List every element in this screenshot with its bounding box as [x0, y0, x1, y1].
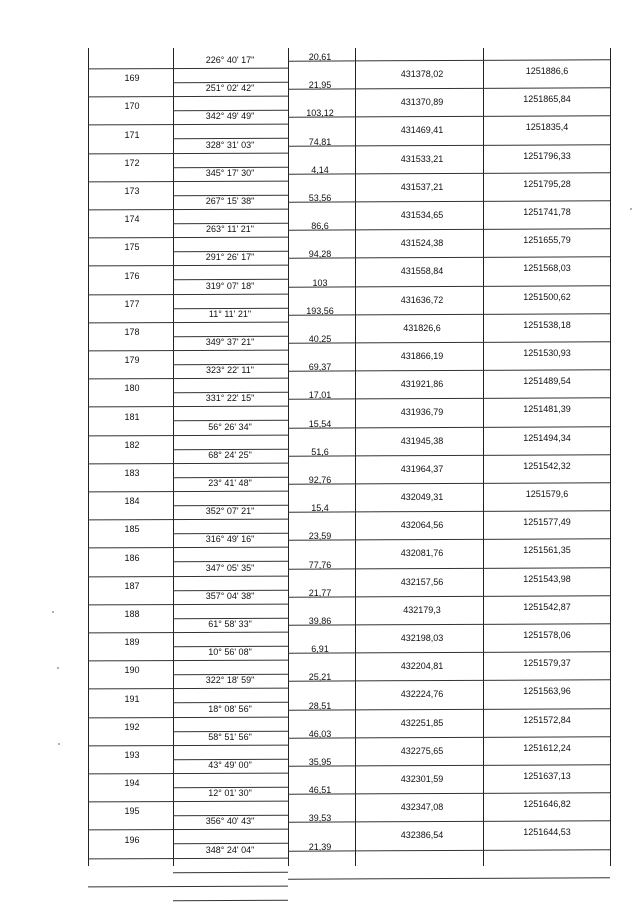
row-rule [88, 632, 288, 634]
bearing-angle: 322° 18' 59" [205, 675, 255, 686]
row-rule [88, 434, 288, 436]
coordinate-y: 1251637,13 [523, 771, 571, 781]
coordinate-y: 1251489,54 [523, 376, 571, 387]
point-number: 174 [124, 214, 140, 225]
point-number: 188 [124, 609, 140, 619]
point-number: 186 [124, 552, 140, 563]
scan-speck [630, 208, 632, 210]
bearing-angle: 323° 22' 11" [206, 365, 254, 376]
row-rule [88, 462, 288, 464]
point-number: 170 [124, 101, 140, 112]
coordinate-x: 432064,56 [400, 520, 444, 531]
bearing-angle: 349° 37' 21" [205, 337, 255, 347]
row-rule [88, 180, 288, 182]
column-divider [88, 48, 89, 866]
bearing-angle: 18° 08' 56" [208, 703, 252, 714]
bearing-angle: 11° 11' 21" [208, 308, 252, 319]
coordinate-x: 431533,21 [400, 153, 444, 164]
segment-length: 74,81 [308, 136, 332, 147]
coordinate-y: 1251543,98 [523, 573, 571, 584]
segment-length: 21,95 [308, 80, 332, 91]
segment-length: 69,37 [308, 362, 332, 373]
coordinate-x: 432081,76 [400, 548, 444, 559]
row-rule [88, 716, 288, 718]
segment-length: 86,6 [311, 221, 329, 232]
coordinate-y: 1251579,37 [523, 658, 571, 669]
coordinate-y: 1251578,06 [523, 630, 571, 640]
point-number: 192 [124, 721, 140, 732]
segment-length: 23,59 [308, 531, 332, 542]
segment-length: 39,53 [308, 813, 332, 824]
coordinate-x: 431636,72 [400, 294, 444, 305]
row-rule [88, 744, 288, 746]
bearing-angle: 61° 58' 33" [208, 619, 252, 629]
segment-length: 46,03 [308, 728, 332, 739]
point-number: 194 [124, 778, 140, 789]
coordinate-y: 1251500,62 [523, 291, 571, 302]
segment-length: 53,56 [308, 193, 332, 203]
bearing-angle: 291° 26' 17" [205, 252, 255, 263]
coordinate-y: 1251561,35 [523, 545, 571, 556]
bearing-angle: 319° 07' 18" [205, 280, 255, 291]
row-rule [88, 829, 288, 831]
bearing-angle: 356° 40' 43" [205, 816, 255, 827]
coordinate-y: 1251865,84 [523, 94, 571, 105]
row-rule [88, 152, 288, 154]
coordinate-y: 1251563,96 [523, 686, 571, 697]
point-number: 196 [124, 834, 140, 845]
coordinate-y: 1251481,39 [523, 404, 571, 415]
row-rule [88, 688, 288, 690]
coordinate-y: 1251886,6 [525, 66, 569, 76]
point-number: 181 [124, 411, 140, 422]
point-number: 195 [124, 806, 140, 817]
segment-length: 103,12 [306, 108, 334, 119]
bearing-angle: 267° 15' 38" [205, 196, 255, 206]
scan-speck [52, 611, 54, 613]
point-number: 189 [124, 637, 140, 648]
coordinate-y: 1251646,82 [523, 799, 571, 810]
bearing-angle: 226° 40' 17" [205, 55, 255, 65]
point-number: 184 [124, 496, 140, 507]
row-rule [88, 575, 288, 577]
point-number: 182 [124, 439, 140, 450]
point-number: 183 [124, 468, 140, 478]
segment-length: 39,86 [308, 616, 332, 626]
bearing-angle: 342° 49' 49" [205, 111, 255, 122]
coordinate-x: 432347,08 [400, 802, 444, 813]
segment-length: 15,54 [308, 418, 332, 429]
bearing-angle: 316° 49' 16" [205, 534, 255, 545]
coordinate-y: 1251796,33 [523, 150, 571, 161]
row-rule [88, 378, 288, 380]
segment-length: 103 [312, 277, 328, 288]
segment-length: 4,14 [311, 164, 329, 175]
coordinate-x: 432157,56 [400, 576, 444, 587]
coordinate-y: 1251530,93 [523, 348, 571, 358]
segment-length: 46,51 [308, 785, 332, 796]
coordinate-x: 431370,89 [400, 97, 444, 108]
coordinate-x: 432301,59 [400, 774, 444, 784]
coordinate-y: 1251494,34 [523, 432, 571, 443]
row-rule [88, 68, 288, 70]
coordinate-x: 432049,31 [400, 492, 444, 502]
coordinate-x: 432204,81 [400, 661, 444, 672]
column-divider [173, 48, 174, 866]
row-rule [88, 603, 288, 605]
row-rule [88, 237, 288, 239]
segment-length: 21,77 [308, 587, 332, 598]
segment-length: 94,28 [308, 249, 332, 260]
row-rule [88, 491, 288, 493]
coordinate-x: 431945,38 [400, 435, 444, 446]
coordinate-x: 431534,65 [400, 210, 444, 220]
bearing-angle: 23° 41' 48" [208, 478, 252, 488]
point-number: 177 [124, 298, 140, 309]
bearing-angle: 10° 56' 08" [208, 647, 252, 658]
row-rule [88, 773, 288, 775]
coordinate-y: 1251542,32 [523, 460, 571, 471]
column-divider [288, 48, 289, 866]
row-rule [88, 801, 288, 803]
row-rule [88, 547, 288, 549]
bearing-angle: 352° 07' 21" [205, 506, 255, 517]
row-rule [88, 406, 288, 408]
coordinate-x: 432251,85 [400, 717, 444, 728]
coordinate-x: 431866,19 [400, 351, 444, 361]
bearing-angle: 43° 49' 00" [208, 760, 252, 770]
coordinate-y: 1251644,53 [523, 827, 571, 838]
coordinate-x: 431558,84 [400, 266, 444, 277]
row-rule [173, 900, 288, 901]
coordinate-x: 432179,3 [403, 604, 441, 615]
segment-length: 25,21 [308, 672, 332, 683]
scan-speck [57, 667, 59, 669]
bearing-angle: 263° 11' 21" [206, 224, 254, 235]
segment-length: 21,39 [308, 841, 332, 852]
coordinate-x: 431964,37 [400, 463, 444, 474]
point-number: 178 [124, 327, 140, 337]
segment-length: 15,4 [311, 503, 329, 514]
row-rule [88, 660, 288, 662]
coordinate-y: 1251835,4 [525, 122, 569, 133]
bearing-angle: 58° 51' 56" [208, 731, 252, 742]
bearing-angle: 347° 05' 35" [205, 562, 255, 573]
segment-length: 28,51 [308, 700, 332, 711]
coordinate-y: 1251538,18 [523, 319, 571, 330]
coordinate-y: 1251795,28 [523, 178, 571, 189]
coordinate-y: 1251542,87 [523, 601, 571, 612]
row-rule [173, 871, 288, 872]
coordinate-y: 1251655,79 [523, 235, 571, 246]
point-number: 193 [124, 750, 140, 760]
point-number: 173 [124, 186, 140, 196]
coordinate-y: 1251568,03 [523, 263, 571, 274]
coordinate-x: 432198,03 [400, 633, 444, 643]
column-divider [483, 48, 484, 866]
segment-length: 17,01 [308, 390, 332, 401]
point-number: 171 [124, 129, 140, 140]
coordinate-y: 1251612,24 [523, 742, 571, 753]
coordinate-x: 431826,6 [403, 322, 441, 333]
point-number: 191 [124, 693, 140, 704]
coordinate-x: 432224,76 [400, 689, 444, 700]
bearing-angle: 251° 02' 42" [205, 83, 255, 94]
column-divider [355, 48, 356, 866]
point-number: 175 [124, 242, 140, 253]
segment-length: 92,76 [308, 475, 332, 485]
coordinate-x: 431537,21 [400, 181, 444, 192]
point-number: 187 [124, 580, 140, 591]
segment-length: 193,56 [306, 305, 334, 316]
bearing-angle: 348° 24' 04" [205, 844, 255, 855]
point-number: 180 [124, 383, 140, 394]
point-number: 176 [124, 270, 140, 281]
bearing-angle: 56° 26' 34" [208, 421, 252, 432]
row-rule [288, 877, 610, 879]
point-number: 172 [124, 157, 140, 168]
bearing-angle: 68° 24' 25" [208, 449, 252, 460]
row-rule [88, 857, 288, 859]
segment-length: 77,76 [308, 559, 332, 570]
coordinate-y: 1251572,84 [523, 714, 571, 725]
coordinate-y: 1251741,78 [523, 207, 571, 217]
row-rule [88, 293, 288, 295]
segment-length: 20,61 [308, 52, 332, 62]
point-number: 185 [124, 524, 140, 535]
coordinate-x: 431469,41 [400, 125, 444, 136]
row-rule [88, 321, 288, 323]
point-number: 190 [124, 665, 140, 676]
column-divider [610, 48, 611, 866]
coordinate-x: 432275,65 [400, 745, 444, 756]
bearing-angle: 331° 22' 15" [205, 393, 255, 404]
coordinate-x: 431524,38 [400, 238, 444, 249]
coordinate-y: 1251577,49 [523, 517, 571, 528]
point-number: 169 [124, 73, 140, 84]
coordinate-x: 431936,79 [400, 407, 444, 418]
bearing-angle: 12° 01' 30" [208, 788, 252, 799]
row-rule [88, 350, 288, 352]
coordinate-x: 432386,54 [400, 830, 444, 841]
segment-length: 6,91 [311, 644, 329, 655]
segment-length: 51,6 [311, 446, 329, 457]
row-rule [88, 124, 288, 126]
row-rule [88, 209, 288, 211]
bearing-angle: 357° 04' 38" [205, 590, 255, 601]
coordinate-x: 431921,86 [400, 379, 444, 390]
bearing-angle: 345° 17' 30" [205, 167, 255, 178]
coordinate-x: 431378,02 [400, 69, 444, 79]
point-number: 179 [124, 355, 140, 366]
row-rule [88, 265, 288, 267]
row-rule [88, 885, 288, 887]
bearing-angle: 328° 31' 03" [205, 139, 255, 150]
coordinate-y: 1251579,6 [525, 489, 569, 499]
segment-length: 40,25 [308, 334, 332, 344]
scan-speck [58, 743, 60, 745]
row-rule [88, 96, 288, 98]
row-rule [88, 519, 288, 521]
segment-length: 35,95 [308, 757, 332, 767]
